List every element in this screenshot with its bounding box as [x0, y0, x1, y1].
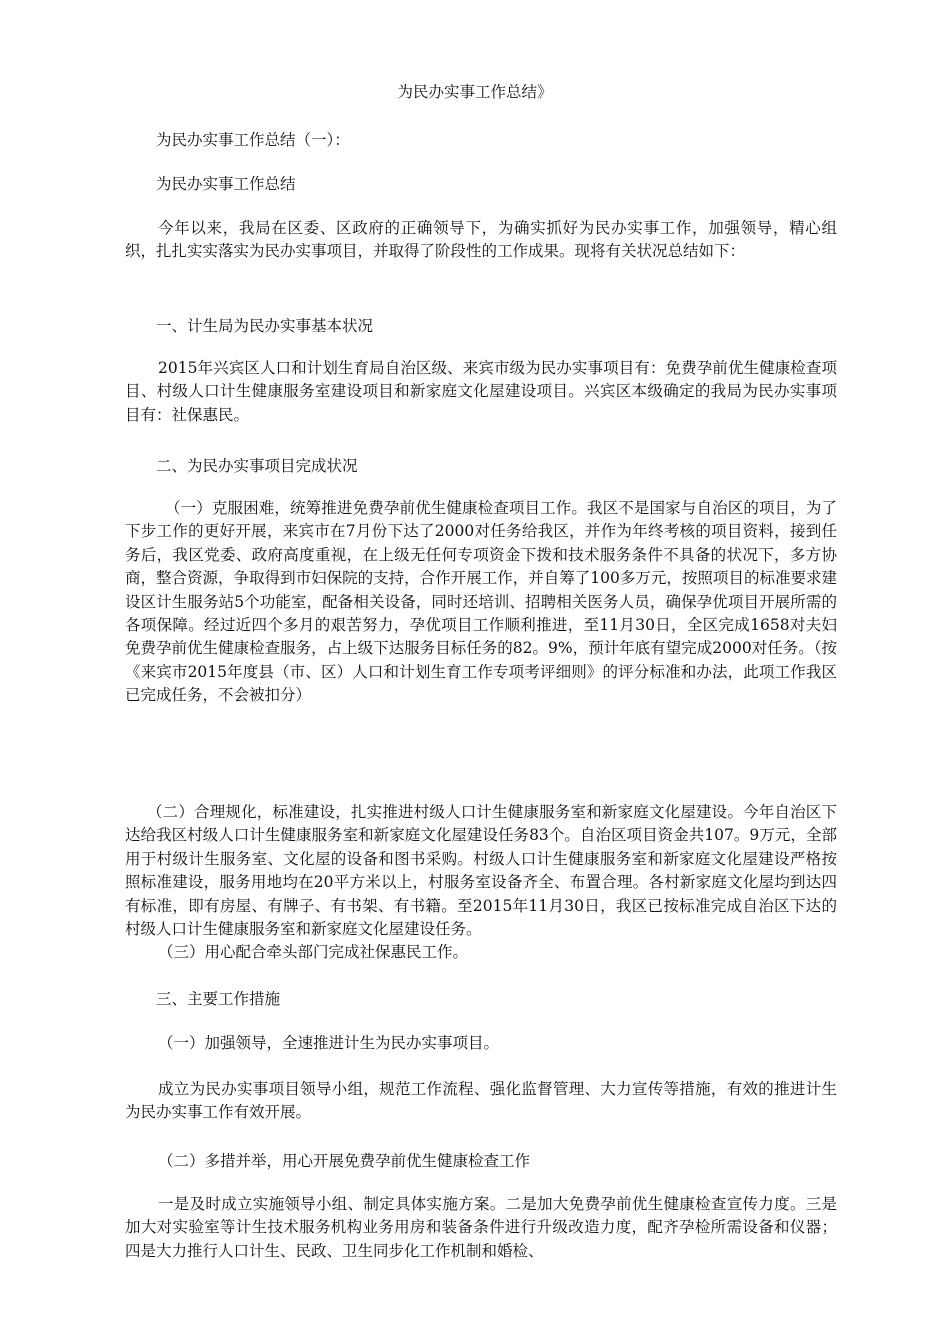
document-title: 为民办实事工作总结》 [397, 83, 553, 101]
intro-paragraph: 今年以来，我局在区委、区政府的正确领导下，为确实抓好为民办实事工作，加强领导，精心组织，扎扎实实落实为民办实事项目，并取得了阶段性的工作成果。现将有关状况总结如下： [125, 219, 837, 261]
subtitle-1: 为民办实事工作总结（一）： [156, 131, 350, 149]
section-1-paragraph: 2015年兴宾区人口和计划生育局自治区级、来宾市级为民办实事项目有：免费孕前优生健康检查项目、村级人口计生健康服务室建设项目和新家庭文化屋建设项目。兴宾区本级确定的我局为民办实事项目有：社保惠民。 [125, 359, 837, 424]
section-3-paragraph-2: 一是及时成立实施领导小组、制定具体实施方案。二是加大免费孕前优生健康检查宣传力度。三是加大对实验室等计生技术服务机构业务用房和装备条件进行升级改造力度，配齐孕检所需设备和仪器；四是大力推行人口计生、民政、卫生同步化工作机制和婚检、 [125, 1195, 837, 1260]
section-2-heading: 二、为民办实事项目完成状况 [156, 457, 358, 475]
section-3-subheading-2: （二）多措并举，用心开展免费孕前优生健康检查工作 [158, 1152, 531, 1170]
section-2-paragraph-2: （二）合理规化，标准建设，扎实推进村级人口计生健康服务室和新家庭文化屋建设。今年自治区下达给我区村级人口计生健康服务室和新家庭文化屋建设任务83个。自治区项目资金共107。9万元，全部用于村级计生服务室、文化屋的设备和图书采购。村级人口计生健康服务室和新家庭文化屋建设严格按照标准建设，服务用地均在20平方米以上，村服务室设备齐全、布置合理。各村新家庭文化屋均到达四有标准，即有房屋、有牌子、有书架、有书籍。至2015年11月30日，我区已按标准完成自治区下达的村级人口计生健康服务室和新家庭文化屋建设任务。 [125, 803, 837, 939]
section-2-paragraph-3: （三）用心配合牵头部门完成社保惠民工作。 [158, 943, 469, 961]
subtitle-2: 为民办实事工作总结 [156, 175, 296, 193]
section-1-heading: 一、计生局为民办实事基本状况 [156, 317, 374, 335]
section-3-heading: 三、主要工作措施 [156, 990, 281, 1008]
section-2-paragraph-1: （一）克服困难，统筹推进免费孕前优生健康检查项目工作。我区不是国家与自治区的项目，为了下步工作的更好开展，来宾市在7月份下达了2000对任务给我区，并作为年终考核的项目资料，接到任务后，我区党委、政府高度重视，在上级无任何专项资金下拨和技术服务条件不具备的状况下，多方协商，整合资源，争取得到市妇保院的支持，合作开展工作，并自筹了100多万元，按照项目的标准要求建设区计生服务站5个功能室，配备相关设备，同时还培训、招聘相关医务人员，确保孕优项目开展所需的各项保障。经过近四个多月的艰苦努力，孕优项目工作顺利推进，至11月30日，全区完成1658对夫妇免费孕前优生健康检查服务，占上级下达服务目标任务的82。9%，预计年底有望完成2000对任务。（按《来宾市2015年度县（市、区）人口和计划生育工作专项考评细则》的评分标准和办法，此项工作我区已完成任务，不会被扣分） [125, 499, 837, 705]
section-3-subheading-1: （一）加强领导，全速推进计生为民办实事项目。 [158, 1034, 500, 1052]
section-3-paragraph-1: 成立为民办实事项目领导小组，规范工作流程、强化监督管理、大力宣传等措施，有效的推进计生为民办实事工作有效开展。 [125, 1080, 837, 1122]
